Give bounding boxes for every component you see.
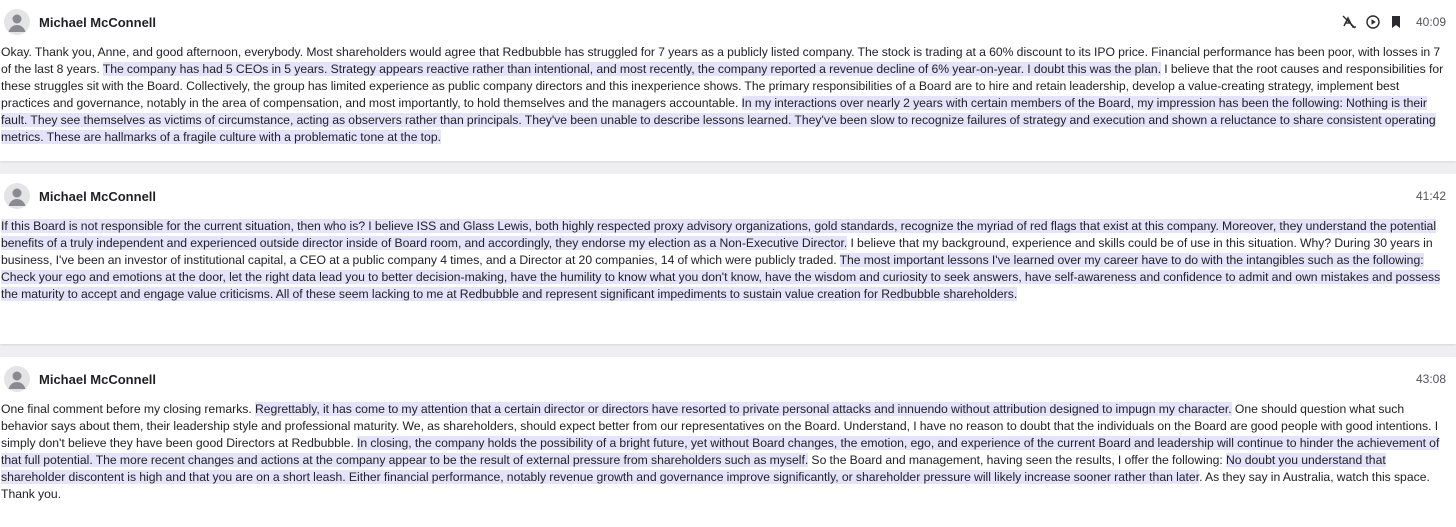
user-avatar-icon: [4, 366, 30, 392]
bookmark-icon[interactable]: [1388, 14, 1404, 30]
entry-toolbar: [1404, 174, 1446, 218]
transcript-text: [1, 218, 1450, 303]
transcript-entry: [0, 357, 1456, 527]
entry-toolbar: [1335, 0, 1446, 44]
transcript-entry: [0, 174, 1456, 344]
speaker-name: Michael McConnell: [39, 188, 157, 204]
timestamp[interactable]: 41:42: [1415, 189, 1446, 203]
highlighted-segment[interactable]: In my interactions over nearly 2 years with certain members of the Board, my impression has been the following: Nothing is their fault. They see themselves as victims of circumstance, acting as observers rather than principals. They've been unable to describe lessons learned. They've been slow to recognize failures of strategy and execution and shown a reluctance to share consistent operating metrics. These are hallmarks of a fragile culture with a problematic tone at the top.: [1, 96, 1436, 144]
highlighted-segment[interactable]: In closing, the company holds the possibility of a bright future, yet without Board changes, the emotion, ego, and experience of the current Board and leadership will continue to hinder the achievement of that full potential. The more recent changes and actions at the company appear to be the result of external pressure from shareholders such as myself.: [1, 436, 1440, 467]
highlighted-segment[interactable]: Regrettably, it has come to my attention that a certain director or directors have resorted to private personal attacks and innuendo without attribution designed to impugn my character.: [254, 402, 1232, 416]
transcript-text: [1, 44, 1450, 146]
text-segment: I believe that my background, experience and skills could be of use in this situation. Why? During 30 years in business, I've been an investor of institutional capital, a CEO at a public company 4 times, and a Director at 20 companies, 14 of which were publicly traded.: [1, 236, 1433, 267]
entry-header: [1, 0, 1450, 44]
highlighted-segment[interactable]: The most important lessons I've learned over my career have to do with the intangibles such as the following: Check your ego and emotions at the door, let the right data lead you to better decision-making, have the humility to know what you don't know, have the wisdom and curiosity to seek answers, have self-awareness and confidence to admit and own mistakes and possess the maturity to accept and engage value criticisms. All of these seem lacking to me at Redbubble and represent significant impediments to sustain value creation for Redbubble shareholders.: [1, 253, 1441, 301]
entry-toolbar: [1404, 357, 1446, 401]
speaker-name: Michael McConnell: [39, 14, 157, 30]
timestamp[interactable]: 40:09: [1415, 15, 1446, 29]
text-segment: Okay. Thank you, Anne, and good afternoon, everybody. Most shareholders would agree that Redbubble has struggled for 7 years as a publicly listed company. The stock is trading at a 60% discount to its IPO price. Financial performance has been poor, with losses in 7 of the last 8 years.: [1, 45, 1441, 76]
speaker-name: Michael McConnell: [39, 371, 157, 387]
transcript-text: [1, 401, 1450, 503]
user-avatar-icon: [4, 183, 30, 209]
text-segment: . As they say in Australia, watch this space. Thank you.: [1, 470, 1430, 501]
highlighted-segment[interactable]: If this Board is not responsible for the current situation, then who is? I believe ISS and Glass Lewis, both highly respected proxy advisory organizations, gold standards, recognize the myriad of red flags that exist at this company. Moreover, they understand the potential benefits of a truly independent and experienced outside director inside of Board room, and accordingly, they endorse my election as a Non-Executive Director.: [1, 219, 1437, 250]
hide-highlight-icon[interactable]: [1342, 14, 1358, 30]
highlighted-segment[interactable]: No doubt you understand that shareholder discontent is high and that you are on a short leash. Either financial performance, notably revenue growth and governance improve significantly, or shareholder pressure will likely increase sooner rather than later: [1, 453, 1386, 484]
text-segment: One should question what such behavior says about them, their leadership style and professional maturity. We, as shareholders, should expect better from our representatives on the Board. Understand, I have no reason to doubt that the individuals on the Board are good people with good intentions. I simply don't believe they have been good Directors at Redbubble.: [1, 402, 1439, 450]
highlighted-segment[interactable]: The company has had 5 CEOs in 5 years. Strategy appears reactive rather than intentional, and most recently, the company reported a revenue decline of 6% year-on-year. I doubt this was the plan.: [102, 62, 1162, 76]
text-segment: So the Board and management, having seen the results, I offer the following:: [808, 453, 1226, 467]
text-segment: I believe that the root causes and responsibilities for these struggles sit with the Board. Collectively, the group has limited experience as public company directors and this inexperience shows. The primary responsibilities of a Board are to hire and retain leadership, develop a value-creating strategy, implement best practices and governance, notably in the area of compensation, and most importantly, to hold themselves and the managers accountable.: [1, 62, 1444, 110]
transcript-entry: [0, 0, 1456, 161]
entry-header: [1, 357, 1450, 401]
user-avatar-icon: [4, 9, 30, 35]
text-segment: One final comment before my closing remarks.: [1, 402, 255, 416]
entry-header: [1, 174, 1450, 218]
play-icon[interactable]: [1365, 14, 1381, 30]
timestamp[interactable]: 43:08: [1415, 372, 1446, 386]
